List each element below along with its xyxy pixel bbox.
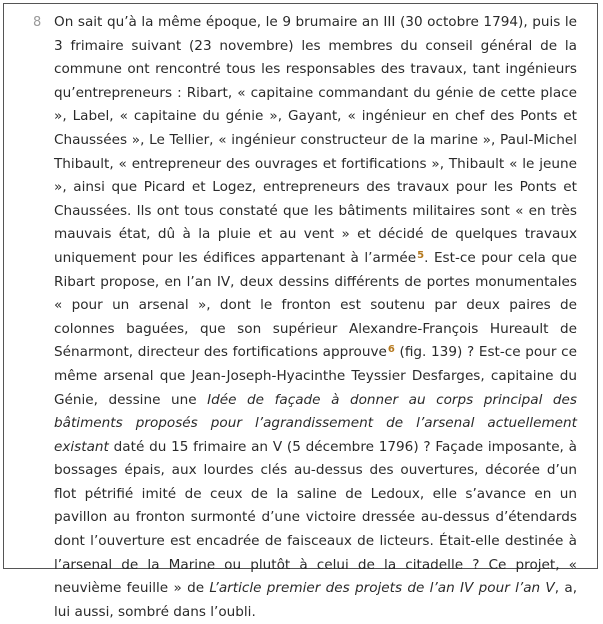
text-segment: daté du 15 frimaire an V (5 décembre 1796) ? Façade imposante, à bossages épais, aux lourdes clés au-dessus des ouvertures, décorée d’un flot pétrifié imité de ceux de la saline de Ledoux, elle s’avance en un pavillon au fronton surmonté d’une victoire dressée au-dessus d’étendards dont l’ouverture est encadrée de faisceaux de licteurs. Était-elle destinée à l’arsenal de la Marine ou plutôt à celui de la citadelle ? Ce projet, « neuvième feuille » de xyxy=(54,438,577,597)
paragraph-text xyxy=(54,11,577,624)
paragraph-number: 8 xyxy=(33,15,42,30)
footnote-ref-6[interactable]: 6 xyxy=(387,344,395,356)
text-segment: , a, lui aussi, sombré dans l’oubli. xyxy=(54,580,578,620)
italic-title: L’article premier des projets de l’an IV pour l’an V xyxy=(209,580,555,597)
text-segment: On sait qu’à la même époque, le 9 brumaire an III (30 octobre 1794), puis le 3 frimaire suivant (23 novembre) les membres du conseil général de la commune ont rencontré tous les responsables des travaux, tant ingénieurs qu’entrepreneurs : Ribart, « capitaine commandant du génie de cette place », Label, « capitaine du génie », Gayant, « ingénieur en chef des Ponts et Chaussées », Le Tellier, « ingénieur constructeur de la marine », Paul-Michel Thibault, « entrepreneur des ouvrages et fortifications », Thibault « le jeune », ainsi que Picard et Logez, entrepreneurs des travaux pour les Ponts et Chaussées. Ils ont tous constaté que les bâtiments militaires sont « en très mauvais état, dû à la pluie et au vent » et décidé de quelques travaux uniquement pour les édifices appartenant à l’armée xyxy=(54,14,577,266)
text-segment: . Est-ce pour cela que Ribart propose, en l’an IV, deux dessins différents de portes monumentales « pour un arsenal », dont le fronton est soutenu par deux paires de colonnes baguées, que son supérieur Alexandre-François Hureault de Sénarmont, directeur des fortifications approuve xyxy=(54,249,577,361)
content-frame xyxy=(3,3,598,620)
text-segment: (fig. 139) ? Est-ce pour ce même arsenal que Jean-Joseph-Hyacinthe Teyssier Desfarges, capitaine du Génie, dessine une xyxy=(54,344,577,408)
italic-title: Idée de façade à donner au corps principal des bâtiments proposés pour l’agrandissement de l’arsenal actuellement existant xyxy=(54,391,577,455)
footnote-ref-5[interactable]: 5 xyxy=(417,249,425,261)
